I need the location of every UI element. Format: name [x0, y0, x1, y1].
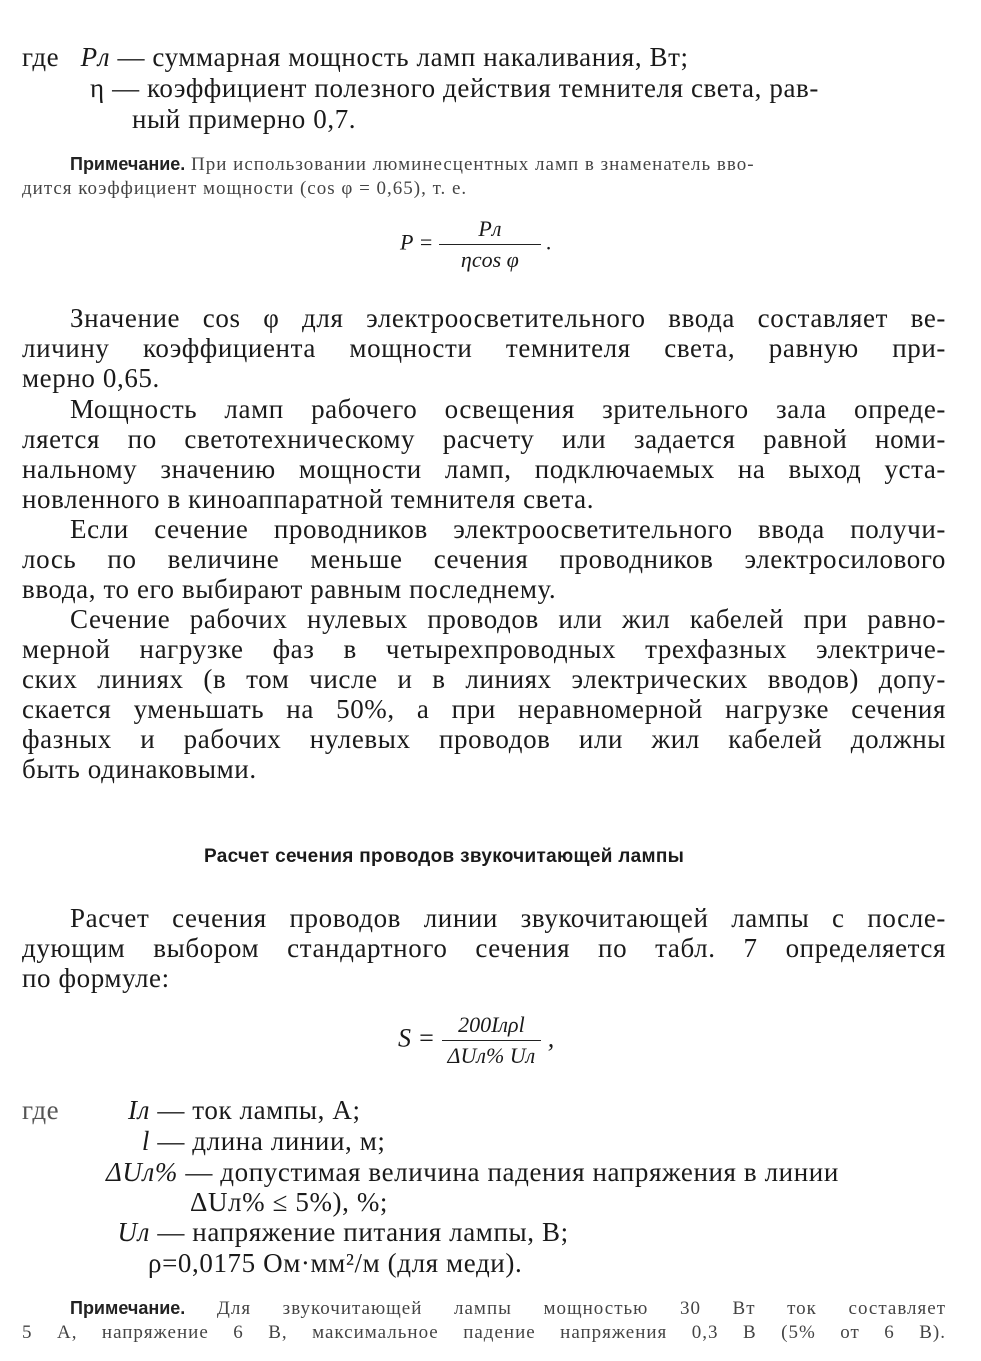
para2-line-2: ляется по светотехническому расчету или задается равной номи-	[22, 424, 946, 454]
note1-line-1	[70, 153, 755, 176]
note1-line-2: дится коэффициент мощности (cos φ = 0,65), т. е.	[22, 178, 468, 199]
para1-line-1: Значение cos φ для электроосветительного ввода составляет ве-	[70, 303, 946, 333]
para4-line-2: мерной нагрузке фаз в четырехпроводных трехфазных электриче-	[22, 634, 946, 664]
para4-line-5: фазных и рабочих нулевых проводов или жил кабелей должны	[22, 724, 946, 754]
note1-label: Примечание.	[70, 154, 186, 174]
formula2-tail: ,	[547, 1023, 555, 1053]
para4-line-3: ских линиях (в том числе и в линиях электрических вводов) допу-	[22, 664, 946, 694]
where-word: где	[22, 42, 60, 72]
defs2-text-l: — длина линии, м;	[157, 1126, 386, 1156]
para5-line-1: Расчет сечения проводов линии звукочитающей лампы с после-	[70, 903, 946, 933]
top-def-line-1	[22, 42, 689, 72]
symbol-eta: η	[90, 73, 105, 103]
para4-line-4: скается уменьшать на 50%, а при неравномерной нагрузке сечения	[22, 694, 946, 724]
defs2-text-il: — ток лампы, А;	[157, 1095, 361, 1125]
note2-label: Примечание.	[70, 1298, 186, 1318]
para5-line-3: по формуле:	[22, 963, 170, 993]
note2-line-2: 5 А, напряжение 6 В, максимальное падение напряжения 0,3 В (5% от 6 В).	[22, 1322, 946, 1343]
section-heading: Расчет сечения проводов звукочитающей лампы	[204, 846, 685, 867]
para3-line-2: лось по величине меньше сечения проводников электросилового	[22, 544, 946, 574]
para4-line-1: Сечение рабочих нулевых проводов или жил кабелей при равно-	[70, 604, 946, 634]
note2-text-1: Для звукочитающей лампы мощностью 30 Вт ток составляет	[216, 1298, 946, 1319]
top-def-line-2	[90, 73, 819, 103]
formula-cross-section	[398, 1012, 554, 1069]
para3-line-1: Если сечение проводников электроосветительного ввода получи-	[70, 514, 946, 544]
defs2-item-5	[0, 1217, 569, 1247]
def-text-pl: — суммарная мощность ламп накаливания, Вт;	[117, 42, 689, 72]
def-text-eta: — коэффициент полезного действия темнителя света, рав-	[112, 73, 819, 103]
para2-line-4: новленного в киноаппаратной темнителя света.	[22, 484, 595, 514]
formula2-denominator: ΔUл% Uл	[447, 1043, 536, 1068]
formula-power	[400, 216, 552, 273]
formula1-numerator: Pл	[439, 216, 541, 245]
para2-line-3: нальному значению мощности ламп, подключаемых на выход уста-	[22, 454, 946, 484]
defs2-symbol-il: Iл	[128, 1095, 150, 1125]
defs2-text-ul: — напряжение питания лампы, В;	[157, 1217, 569, 1247]
symbol-pl: Pл	[80, 42, 111, 72]
formula1-tail: .	[546, 229, 552, 255]
formula2-fraction	[442, 1012, 542, 1069]
para5-line-2: дующим выбором стандартного сечения по табл. 7 определяется	[22, 933, 946, 963]
defs2-text-du: — допустимая величина падения напряжения в линии	[185, 1157, 839, 1187]
para2-line-1: Мощность ламп рабочего освещения зрительного зала опреде-	[70, 394, 946, 424]
note2-line-1	[70, 1297, 946, 1319]
defs2-symbol-du: ΔUл%	[105, 1157, 178, 1187]
defs2-item-4: ΔUл% ≤ 5%), %;	[190, 1187, 389, 1217]
formula1-denominator: ηcos φ	[460, 247, 519, 272]
formula2-numerator: 200Iлρl	[442, 1012, 542, 1041]
defs2-item-2	[0, 1126, 386, 1156]
defs2-item-3	[0, 1157, 946, 1187]
para1-line-2: личину коэффициента мощности темнителя света, равную при-	[22, 333, 946, 363]
para3-line-3: ввода, то его выбирают равным последнему.	[22, 574, 557, 604]
formula1-lhs: P =	[400, 229, 434, 255]
defs2-symbol-ul: Uл	[117, 1217, 150, 1247]
para4-line-6: быть одинаковыми.	[22, 754, 257, 784]
top-def-line-3: ный примерно 0,7.	[132, 104, 357, 134]
defs2-item-1	[0, 1095, 361, 1125]
defs2-symbol-l: l	[141, 1126, 150, 1156]
formula2-lhs: S =	[398, 1023, 436, 1053]
defs2-where: где	[22, 1095, 60, 1125]
note1-text-1: При использовании люминесцентных ламп в знаменатель вво-	[191, 154, 755, 175]
formula1-fraction	[439, 216, 541, 273]
para1-line-3: мерно 0,65.	[22, 363, 160, 393]
defs2-item-6: ρ=0,0175 Ом·мм²/м (для меди).	[148, 1248, 523, 1278]
